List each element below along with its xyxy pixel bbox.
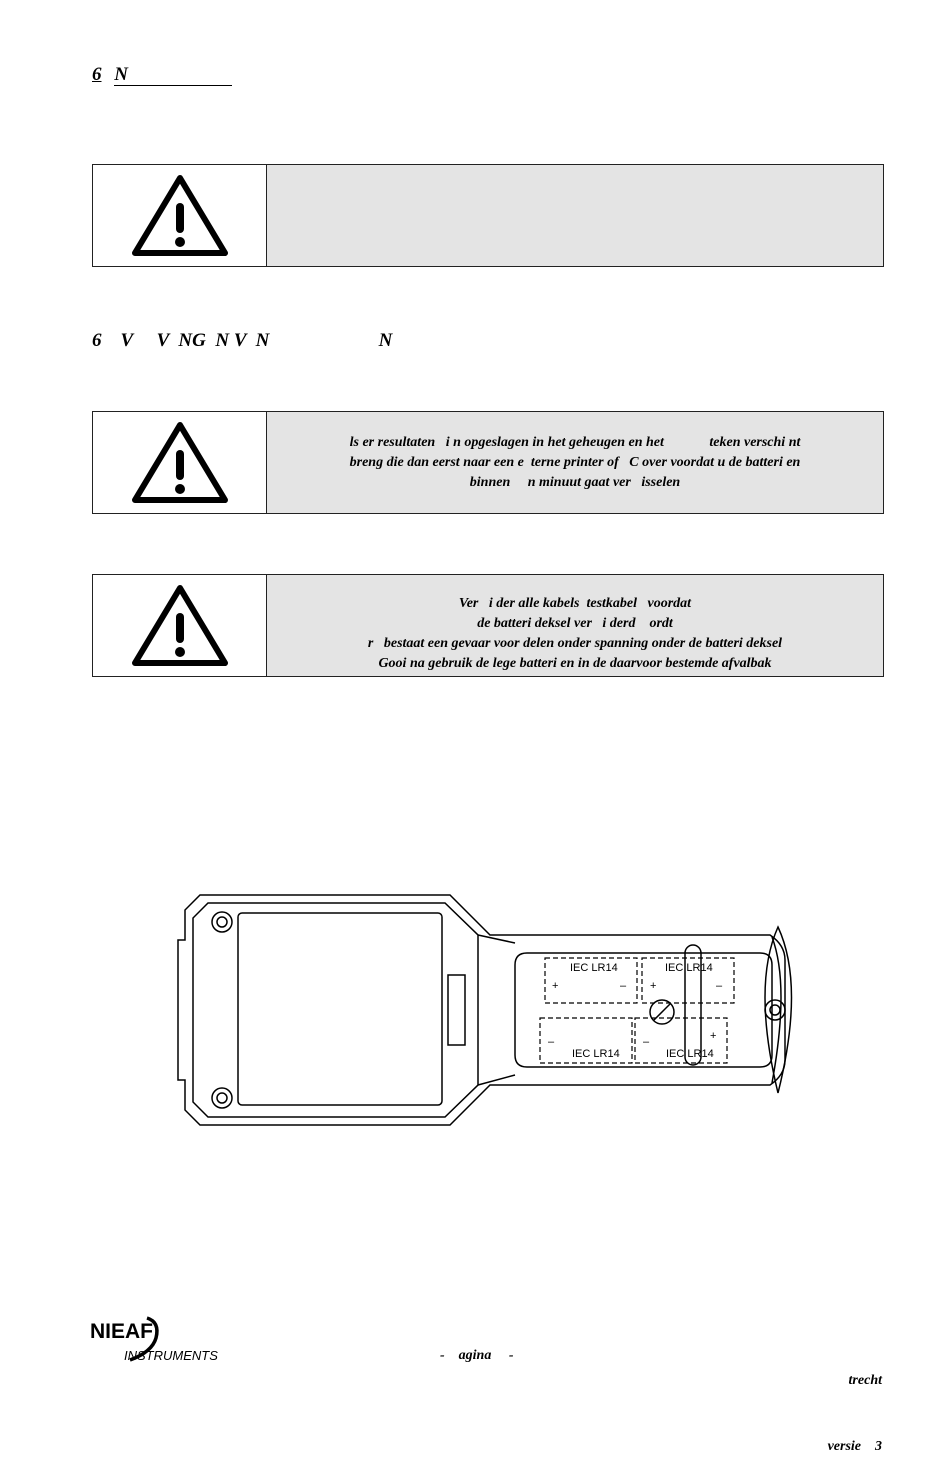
- battery-plus: +: [650, 980, 657, 992]
- footer-line: trecht: [848, 1373, 882, 1388]
- warning-line: ls er resultaten i n opgeslagen in het geheugen en het teken verschi nt: [349, 434, 801, 450]
- logo-text: NIEAF: [90, 1320, 153, 1343]
- warning-line: breng die dan eerst naar een e terne printer of C over voordat u de batteri en: [349, 454, 801, 470]
- warning-triangle-icon: [130, 583, 230, 669]
- warning-line: Ver i der alle kabels testkabel voordat: [458, 596, 692, 611]
- footer-info: [828, 1326, 882, 1480]
- section-heading-2: 6 V V NG N V N N: [92, 330, 393, 351]
- warning-icon-cell: [93, 165, 267, 266]
- battery-label: IEC LR14: [666, 1048, 714, 1060]
- warning-line: binnen n minuut gaat ver isselen: [469, 474, 681, 490]
- battery-minus: –: [620, 980, 627, 992]
- battery-minus: –: [643, 1036, 650, 1048]
- battery-label: IEC LR14: [572, 1048, 620, 1060]
- page-number: - agina -: [440, 1348, 514, 1363]
- warning-text: [267, 165, 883, 266]
- battery-plus: +: [710, 1030, 717, 1042]
- warning-box-1: [92, 164, 884, 267]
- logo-subtext: INSTRUMENTS: [124, 1348, 218, 1363]
- battery-plus: +: [552, 980, 559, 992]
- warning-box-2: [92, 411, 884, 514]
- nieaf-logo: [90, 1312, 220, 1364]
- battery-compartment-diagram: [160, 885, 810, 1135]
- section-title: N: [114, 65, 232, 86]
- warning-line: de batteri deksel ver i derd ordt: [477, 616, 673, 631]
- battery-label: IEC LR14: [665, 962, 713, 974]
- footer-version: versie 3: [827, 1439, 882, 1454]
- warning-triangle-icon: [130, 173, 230, 259]
- warning-box-3: [92, 574, 884, 677]
- battery-minus: –: [716, 980, 723, 992]
- warning-icon-cell: [93, 575, 267, 676]
- warning-line: r bestaat een gevaar voor delen onder spanning onder de batteri deksel: [367, 636, 783, 651]
- warning-text: [267, 575, 883, 676]
- section-number: 6: [92, 64, 102, 85]
- section-heading-1: [92, 64, 232, 86]
- warning-icon-cell: [93, 412, 267, 513]
- warning-text: [267, 412, 883, 513]
- warning-triangle-icon: [130, 420, 230, 506]
- battery-minus: –: [548, 1036, 555, 1048]
- battery-label: IEC LR14: [570, 962, 618, 974]
- warning-line: Gooi na gebruik de lege batteri en in de daarvoor bestemde afvalbak: [378, 656, 772, 671]
